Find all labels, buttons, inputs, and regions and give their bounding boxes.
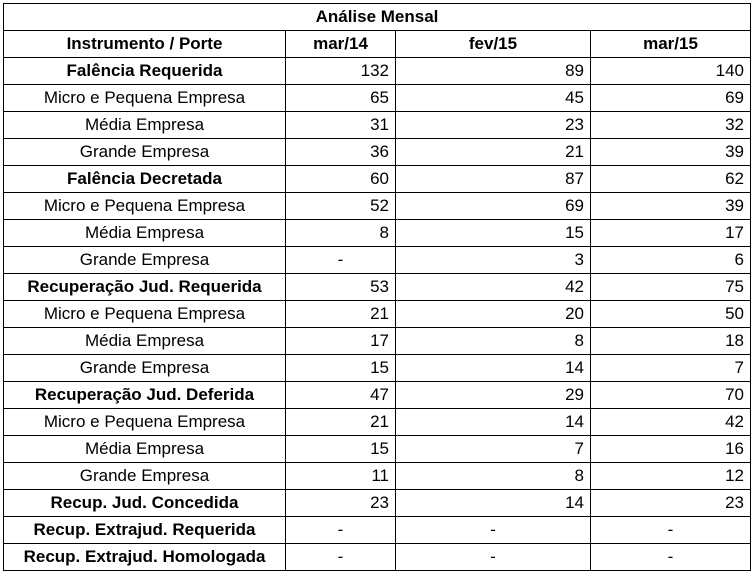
cell-mar15: 62 [591, 166, 751, 193]
row-label: Média Empresa [4, 220, 286, 247]
header-row [4, 31, 751, 58]
cell-fev15: 15 [396, 220, 591, 247]
cell-mar15: 39 [591, 139, 751, 166]
row-group-label: Recuperação Jud. Deferida [4, 382, 286, 409]
title-row [4, 4, 751, 31]
table-row [4, 247, 751, 274]
cell-fev15: 7 [396, 436, 591, 463]
table-row-group [4, 58, 751, 85]
cell-fev15: 45 [396, 85, 591, 112]
cell-mar15: 39 [591, 193, 751, 220]
cell-mar15: 140 [591, 58, 751, 85]
row-label: Micro e Pequena Empresa [4, 193, 286, 220]
row-group-label: Recuperação Jud. Requerida [4, 274, 286, 301]
table-row-group [4, 490, 751, 517]
table-row [4, 436, 751, 463]
cell-mar15: 75 [591, 274, 751, 301]
cell-mar14: 21 [286, 301, 396, 328]
row-group-label: Falência Requerida [4, 58, 286, 85]
cell-mar14: 15 [286, 355, 396, 382]
cell-mar14: 8 [286, 220, 396, 247]
cell-mar15: 50 [591, 301, 751, 328]
cell-fev15: 8 [396, 328, 591, 355]
cell-mar14: 60 [286, 166, 396, 193]
row-label: Média Empresa [4, 436, 286, 463]
row-label: Micro e Pequena Empresa [4, 85, 286, 112]
row-group-label: Recup. Extrajud. Homologada [4, 544, 286, 571]
cell-mar15: - [591, 517, 751, 544]
table-row [4, 328, 751, 355]
table-row-group [4, 166, 751, 193]
cell-fev15: 20 [396, 301, 591, 328]
header-instrumento: Instrumento / Porte [4, 31, 286, 58]
cell-fev15: - [396, 544, 591, 571]
row-label: Micro e Pequena Empresa [4, 301, 286, 328]
monthly-analysis-table [3, 3, 751, 571]
table-row [4, 139, 751, 166]
cell-mar15: 7 [591, 355, 751, 382]
table-row [4, 112, 751, 139]
cell-mar14: - [286, 247, 396, 274]
cell-fev15: 14 [396, 490, 591, 517]
cell-mar14: 31 [286, 112, 396, 139]
table-row [4, 85, 751, 112]
table-title: Análise Mensal [4, 4, 751, 31]
cell-mar14: 132 [286, 58, 396, 85]
cell-mar15: 32 [591, 112, 751, 139]
cell-fev15: 14 [396, 355, 591, 382]
cell-mar15: 12 [591, 463, 751, 490]
row-label: Grande Empresa [4, 355, 286, 382]
table-row [4, 301, 751, 328]
row-label: Grande Empresa [4, 463, 286, 490]
cell-mar15: 6 [591, 247, 751, 274]
table-row-group [4, 274, 751, 301]
cell-fev15: 8 [396, 463, 591, 490]
table-row [4, 355, 751, 382]
cell-mar14: - [286, 544, 396, 571]
cell-mar14: 65 [286, 85, 396, 112]
cell-fev15: 23 [396, 112, 591, 139]
cell-mar14: 17 [286, 328, 396, 355]
row-label: Média Empresa [4, 112, 286, 139]
table-row [4, 193, 751, 220]
cell-fev15: 21 [396, 139, 591, 166]
table-row [4, 463, 751, 490]
cell-mar15: 70 [591, 382, 751, 409]
table-row-group [4, 544, 751, 571]
table-row-group [4, 517, 751, 544]
row-label: Grande Empresa [4, 139, 286, 166]
table-row-group [4, 382, 751, 409]
cell-fev15: 42 [396, 274, 591, 301]
cell-mar15: 69 [591, 85, 751, 112]
cell-fev15: 89 [396, 58, 591, 85]
cell-mar14: 53 [286, 274, 396, 301]
cell-mar14: 15 [286, 436, 396, 463]
cell-mar14: - [286, 517, 396, 544]
cell-fev15: 3 [396, 247, 591, 274]
cell-mar14: 11 [286, 463, 396, 490]
cell-mar14: 52 [286, 193, 396, 220]
header-fev15: fev/15 [396, 31, 591, 58]
table-row [4, 409, 751, 436]
row-label: Grande Empresa [4, 247, 286, 274]
cell-mar15: 17 [591, 220, 751, 247]
cell-mar15: - [591, 544, 751, 571]
row-label: Micro e Pequena Empresa [4, 409, 286, 436]
cell-mar15: 42 [591, 409, 751, 436]
cell-mar15: 16 [591, 436, 751, 463]
cell-fev15: 87 [396, 166, 591, 193]
header-mar15: mar/15 [591, 31, 751, 58]
cell-fev15: 14 [396, 409, 591, 436]
cell-mar14: 47 [286, 382, 396, 409]
cell-fev15: 69 [396, 193, 591, 220]
table-body [4, 58, 751, 571]
cell-mar15: 18 [591, 328, 751, 355]
row-group-label: Falência Decretada [4, 166, 286, 193]
cell-mar14: 36 [286, 139, 396, 166]
header-mar14: mar/14 [286, 31, 396, 58]
cell-mar14: 21 [286, 409, 396, 436]
table-row [4, 220, 751, 247]
row-group-label: Recup. Jud. Concedida [4, 490, 286, 517]
cell-fev15: 29 [396, 382, 591, 409]
cell-mar15: 23 [591, 490, 751, 517]
cell-fev15: - [396, 517, 591, 544]
row-label: Média Empresa [4, 328, 286, 355]
cell-mar14: 23 [286, 490, 396, 517]
row-group-label: Recup. Extrajud. Requerida [4, 517, 286, 544]
